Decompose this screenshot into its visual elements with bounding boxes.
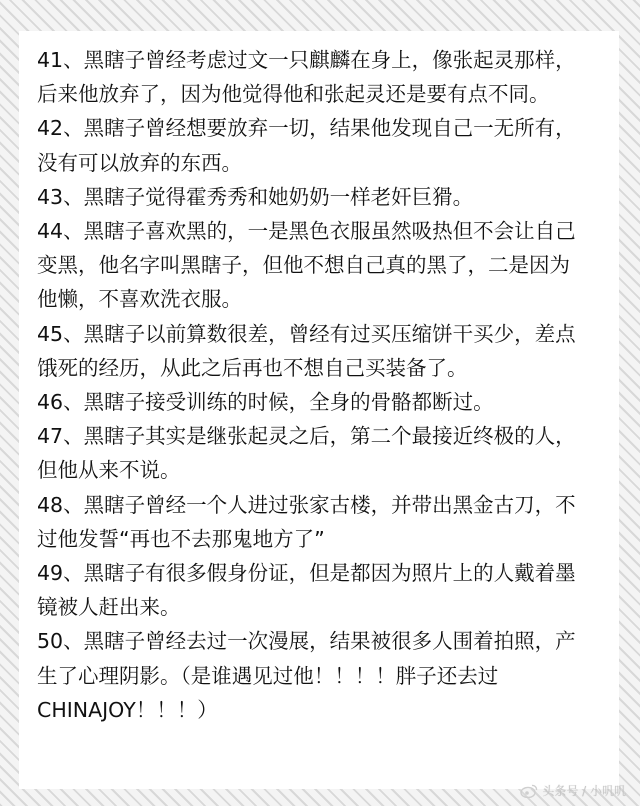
trivia-list bbox=[37, 43, 611, 727]
list-item: 47、黑瞎子其实是继张起灵之后，第二个最接近终极的人， 但他从来不说。 bbox=[37, 424, 576, 483]
list-item: 41、黑瞎子曾经考虑过文一只麒麟在身上，像张起灵那样， 后来他放弃了，因为他觉得他和张起灵还是要有点不同。 bbox=[37, 48, 576, 107]
list-item: 42、黑瞎子曾经想要放弃一切，结果他发现自己一无所有， 没有可以放弃的东西。 bbox=[37, 116, 576, 175]
list-item: 50、黑瞎子曾经去过一次漫展，结果被很多人围着拍照，产 生了心理阴影。（是谁遇见过他！！！！胖子还去过 CHINAJOY！！！） bbox=[37, 629, 576, 722]
list-item: 49、黑瞎子有很多假身份证，但是都因为照片上的人戴着墨 镜被人赶出来。 bbox=[37, 561, 576, 620]
list-item: 46、黑瞎子接受训练的时候，全身的骨骼都断过。 bbox=[37, 390, 494, 415]
content-card bbox=[19, 31, 619, 789]
weibo-logo-icon bbox=[520, 784, 538, 798]
list-item: 44、黑瞎子喜欢黑的，一是黑色衣服虽然吸热但不会让自己 变黑，他名字叫黑瞎子，但他不想自己真的黑了，二是因为 他懒，不喜欢洗衣服。 bbox=[37, 219, 576, 312]
watermark bbox=[520, 784, 626, 798]
list-item: 48、黑瞎子曾经一个人进过张家古楼，并带出黑金古刀，不 过他发誓“再也不去那鬼地方了” bbox=[37, 492, 576, 551]
list-item: 45、黑瞎子以前算数很差，曾经有过买压缩饼干买少，差点 饿死的经历，从此之后再也不想自己买装备了。 bbox=[37, 321, 576, 380]
list-item: 43、黑瞎子觉得霍秀秀和她奶奶一样老奸巨猾。 bbox=[37, 184, 474, 209]
watermark-text: 头条号 / 小叽叽 bbox=[542, 784, 626, 798]
